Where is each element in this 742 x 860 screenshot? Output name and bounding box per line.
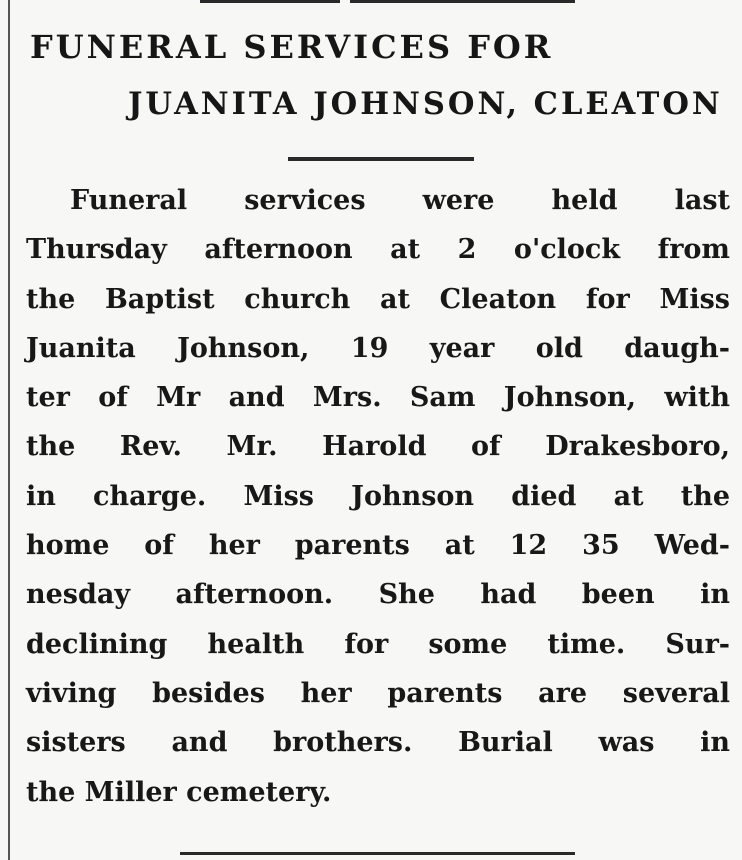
body-line: in charge. Miss Johnson died at the: [26, 480, 730, 512]
headline-line-2: JUANITA JOHNSON, CLEATON: [128, 86, 723, 122]
body-line: Juanita Johnson, 19 year old daugh-: [26, 332, 730, 364]
body-line: nesday afternoon. She had been in: [26, 579, 730, 611]
body-line: viving besides her parents are several: [26, 677, 730, 709]
article-body: [26, 176, 730, 817]
headline-divider: [288, 157, 474, 161]
body-line: home of her parents at 12 35 Wed-: [26, 530, 730, 562]
bottom-rule: [180, 852, 575, 855]
body-line: Thursday afternoon at 2 o'clock from: [26, 234, 730, 266]
body-line: the Rev. Mr. Harold of Drakesboro,: [26, 431, 730, 463]
body-line: sisters and brothers. Burial was in: [26, 727, 730, 759]
body-line: Funeral services were held last: [70, 185, 730, 216]
top-rule-left: [200, 0, 340, 3]
body-line: declining health for some time. Sur-: [26, 628, 730, 660]
body-line: the Baptist church at Cleaton for Miss: [26, 283, 730, 315]
body-line: the Miller cemetery.: [26, 776, 332, 808]
body-line: ter of Mr and Mrs. Sam Johnson, with: [26, 382, 730, 414]
headline-line-1: FUNERAL SERVICES FOR: [30, 28, 554, 66]
top-rule-right: [350, 0, 575, 3]
column-rule-left: [8, 0, 10, 860]
